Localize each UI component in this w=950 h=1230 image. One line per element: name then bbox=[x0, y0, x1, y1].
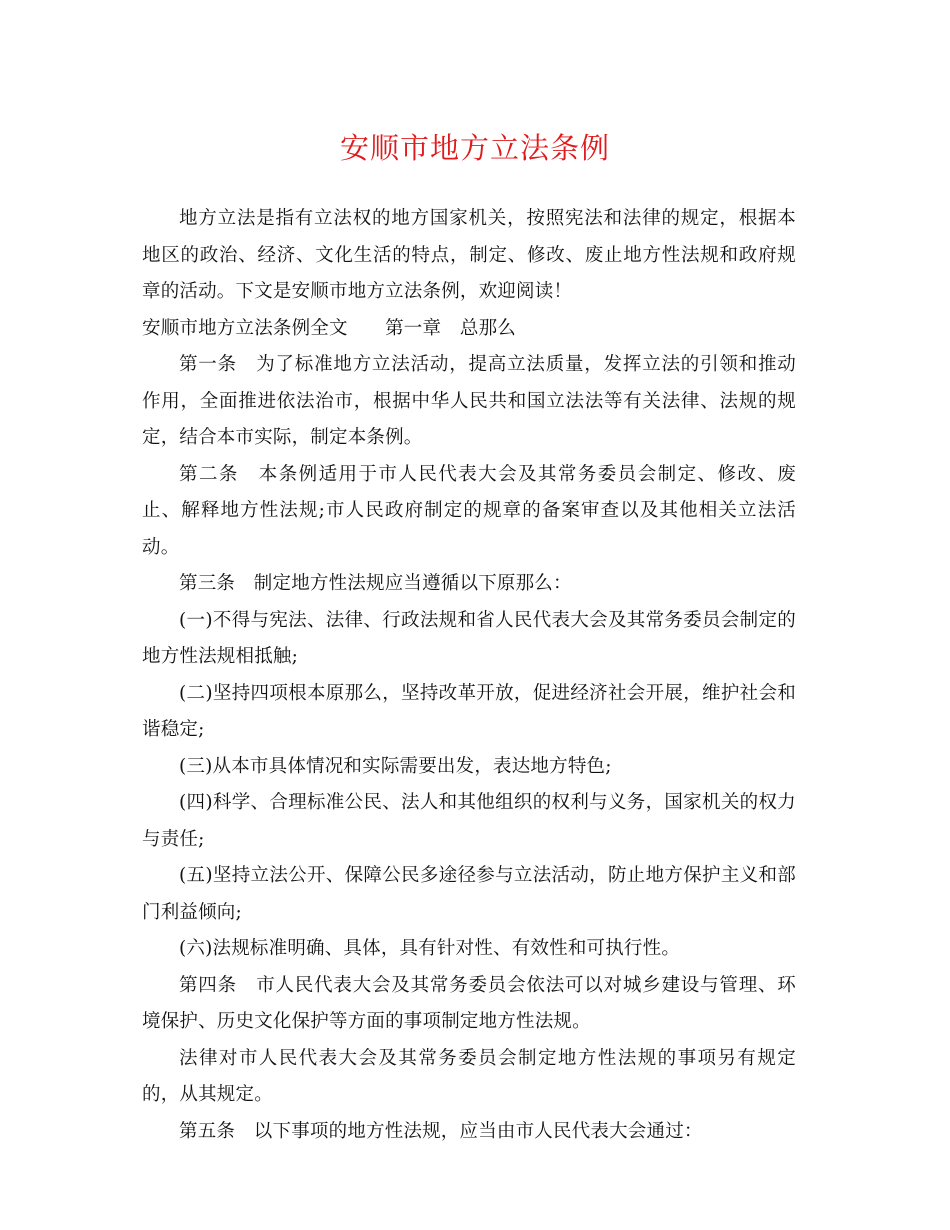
paragraph: (五)坚持立法公开、保障公民多途径参与立法活动，防止地方保护主义和部门利益倾向; bbox=[142, 865, 796, 923]
paragraph: (一)不得与宪法、法律、行政法规和省人民代表大会及其常务委员会制定的地方性法规相抵触; bbox=[142, 609, 796, 667]
paragraph: 地方立法是指有立法权的地方国家机关，按照宪法和法律的规定，根据本地区的政治、经济、文化生活的特点，制定、修改、废止地方性法规和政府规章的活动。下文是安顺市地方立法条例，欢迎阅读！ bbox=[142, 208, 796, 302]
paragraph: 法律对市人民代表大会及其常务委员会制定地方性法规的事项另有规定的，从其规定。 bbox=[142, 1047, 796, 1105]
paragraph: 第二条 本条例适用于市人民代表大会及其常务委员会制定、修改、废止、解释地方性法规;市人民政府制定的规章的备案审查以及其他相关立法活动。 bbox=[142, 463, 796, 558]
document-title: 安顺市地方立法条例 bbox=[339, 131, 610, 165]
paragraph: 第五条 以下事项的地方性法规，应当由市人民代表大会通过： bbox=[179, 1120, 703, 1142]
paragraph: 第一条 为了标准地方立法活动，提高立法质量，发挥立法的引领和推动作用，全面推进依法治市，根据中华人民共和国立法法等有关法律、法规的规定，结合本市实际，制定本条例。 bbox=[142, 354, 796, 448]
paragraph: 第三条 制定地方性法规应当遵循以下原那么： bbox=[179, 573, 572, 594]
paragraph: (二)坚持四项根本原那么，坚持改革开放，促进经济社会开展，维护社会和谐稳定; bbox=[142, 682, 796, 740]
document-body bbox=[142, 201, 796, 1150]
paragraph: (三)从本市具体情况和实际需要出发，表达地方特色; bbox=[179, 755, 612, 777]
paragraph: (六)法规标准明确、具体，具有针对性、有效性和可执行性。 bbox=[179, 938, 681, 959]
paragraph: (四)科学、合理标准公民、法人和其他组织的权利与义务，国家机关的权力与责任; bbox=[142, 792, 796, 850]
paragraph: 第四条 市人民代表大会及其常务委员会依法可以对城乡建设与管理、环境保护、历史文化保护等方面的事项制定地方性法规。 bbox=[142, 974, 796, 1032]
paragraph: 安顺市地方立法条例全文 第一章 总那么 bbox=[142, 317, 517, 339]
